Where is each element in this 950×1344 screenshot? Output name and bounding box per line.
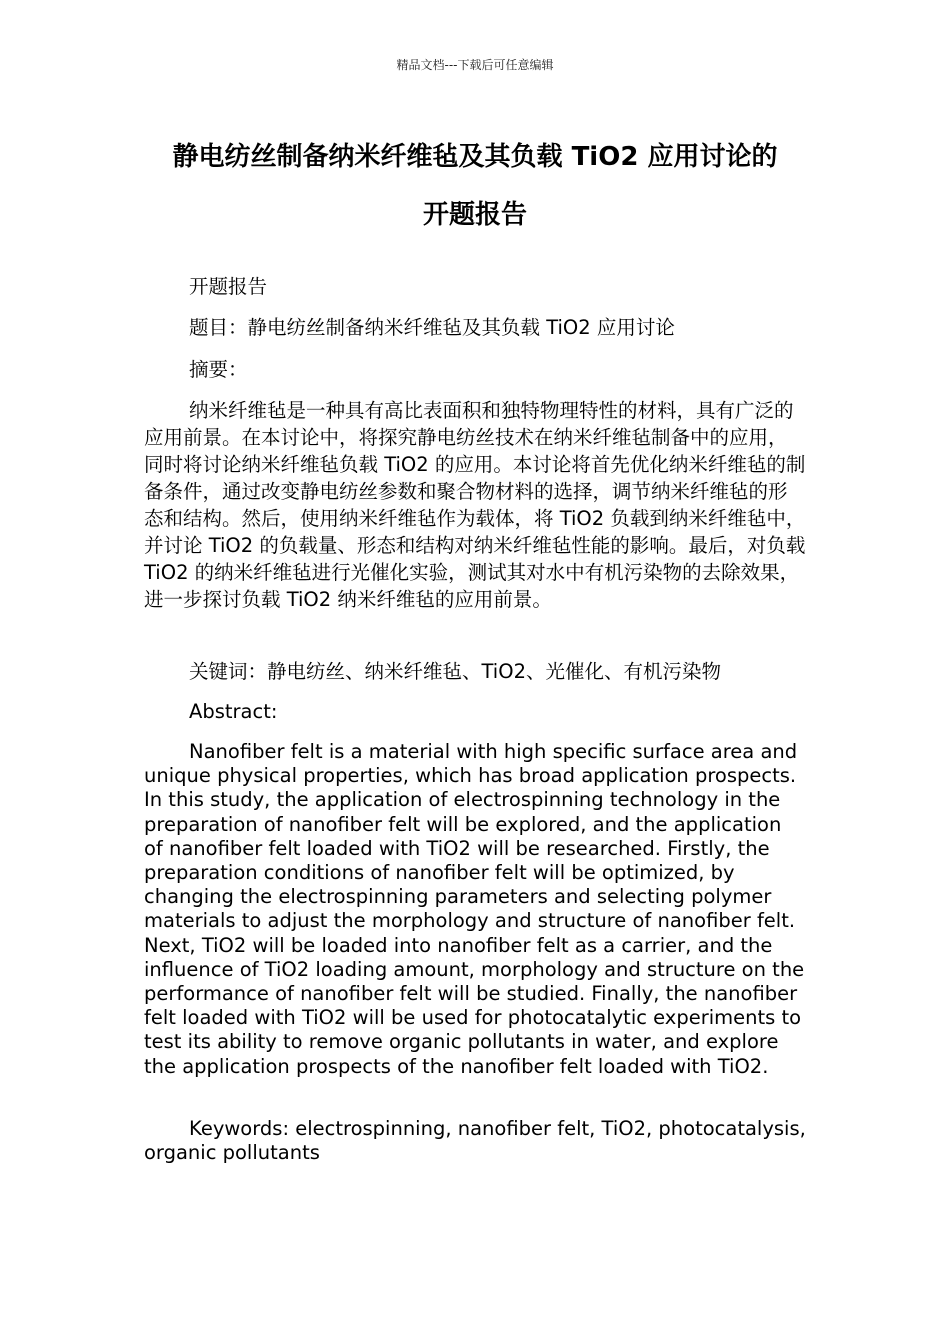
title-line-1: 静电纺丝制备纳米纤维毡及其负载 TiO2 应用讨论的	[172, 142, 778, 172]
abstract-en-paragraph: Nanofiber felt is a material with high specific surface area and unique physical properties, which has broad application prospects. In this study, the application of electrospinning technology in the preparation of nanofiber felt will be explored, and the application of nanofiber felt loaded with TiO2 will be researched. Firstly, the preparation conditions of nanofiber felt will be optimized, by changing the electrospinning parameters and selecting polymer materials to adjust the morphology and structure of nanofiber felt. Next, TiO2 will be loaded into nanofiber felt as a carrier, and the influence of TiO2 loading amount, morphology and structure on the performance of nanofiber felt will be studied. Finally, the nanofiber felt loaded with TiO2 will be used for photocatalytic experiments to test its ability to remove organic pollutants in water, and explore the application prospects of the nanofiber felt loaded with TiO2.	[144, 740, 805, 1078]
document-title	[120, 128, 830, 244]
abstract-cn-paragraph: 纳米纤维毡是一种具有高比表面积和独特物理特性的材料，具有广泛的应用前景。在本讨论中，将探究静电纺丝技术在纳米纤维毡制备中的应用，同时将讨论纳米纤维毡负载 TiO2 的应用。本讨论将首先优化纳米纤维毡的制备条件，通过改变静电纺丝参数和聚合物材料的选择，调节纳米纤维毡的形态和结构。然后，使用纳米纤维毡作为载体，将 TiO2 负载到纳米纤维毡中，并讨论 TiO2 的负载量、形态和结构对纳米纤维毡性能的影响。最后，对负载 TiO2 的纳米纤维毡进行光催化实验，测试其对水中有机污染物的去除效果，进一步探讨负载 TiO2 纳米纤维毡的应用前景。	[144, 399, 806, 611]
page-header-note: 精品文档---下载后可任意编辑	[396, 58, 554, 72]
report-label: 开题报告	[189, 275, 268, 298]
abstract-cn-label: 摘要：	[189, 358, 248, 381]
topic-line: 题目：静电纺丝制备纳米纤维毡及其负载 TiO2 应用讨论	[189, 316, 675, 339]
keywords-en: Keywords: electrospinning, nanofiber felt, TiO2, photocatalysis, organic pollutants	[144, 1117, 806, 1165]
keywords-cn: 关键词：静电纺丝、纳米纤维毡、TiO2、光催化、有机污染物	[189, 660, 721, 683]
title-line-2: 开题报告	[422, 200, 527, 230]
abstract-en-label: Abstract:	[189, 700, 278, 723]
